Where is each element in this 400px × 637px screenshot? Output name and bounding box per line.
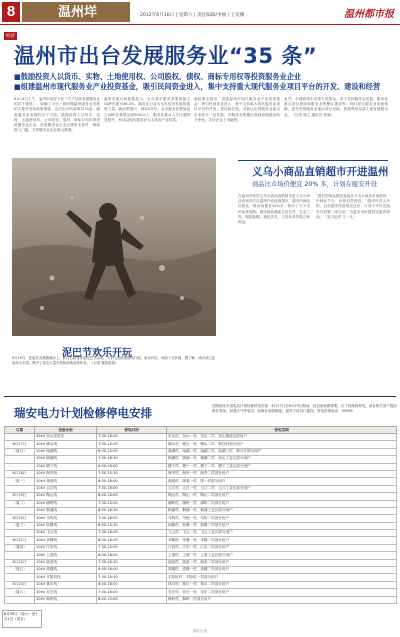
table-row (5, 559, 397, 566)
outage-date: （周五） (5, 567, 35, 574)
outage-time: 7:30-16:00 (97, 485, 167, 492)
table-row (5, 478, 397, 485)
article-divider (238, 160, 388, 161)
page-footer: 瑞安日报 (192, 629, 208, 633)
table-header-row (5, 427, 397, 434)
equipment-name: 10kV 海安线 (35, 470, 97, 477)
outage-time: 8:00-16:00 (97, 567, 167, 574)
outage-date (5, 434, 35, 441)
mud-festival-photo (12, 158, 216, 336)
outage-date: （周日） (5, 448, 35, 455)
outage-area: 锦湖村、锦湖一村、锦湖二村、东山工业区部分用户 (167, 456, 397, 463)
outage-date: （周二） (5, 500, 35, 507)
outage-date: （周四） (5, 544, 35, 551)
photo-headline: 泥巴节欢乐开玩 (62, 348, 132, 359)
masthead-logo: 温州都市报 (344, 9, 394, 20)
outage-date (5, 596, 35, 603)
outage-area: 阁巷村、阁巷一村、围一村部分用户 (167, 478, 397, 485)
table-row (5, 485, 397, 492)
outage-time: 7:30-16:30 (97, 559, 167, 566)
outage-date: 6月21日 (5, 537, 35, 544)
outage-time: 7:30-15:00 (97, 544, 167, 551)
section-banner: 温州垟 (22, 2, 130, 22)
lead-body-col-1: 8月14日上午，温州市政府下发《关于加快发展服务业的若干意见》，明确了今后一段时期温州服务业发展的主要任务和政策措施，这次出台的政策共35条，涵盖服务业发展的各个方面。鼓励投资人以货币、实物、土地使用权、公司股权、债权、商标专用权等投资服务业企业，放宽服务业企业注册资本条件，降低准入门槛，支持服务业企业做大做强。 (14, 97, 100, 133)
equipment-name: 10kV 平阳坑线 (35, 574, 97, 581)
lead-body-col-3: 新政策还提出，组建温州市现代服务业产业投资基金，吸引民间资金进入，集中支持重大现代服务业项目平台的开发、建设和经营。对新认定的服务业重点企业给予一定奖励，对服务业集聚区基础设施建设给予补助，支持企业上市融资。 (194, 97, 280, 122)
outage-time: 8:00-15:00 (97, 448, 167, 455)
outage-date: （周一） (5, 478, 35, 485)
equipment-name: 10kV 林川线 (35, 581, 97, 588)
outage-time: 8:00-16:00 (97, 552, 167, 559)
outage-time: 7:30-16:00 (97, 530, 167, 537)
outage-area: 塘头村、塘头一村、塘头二村、荆谷村部分用户 (167, 441, 397, 448)
outage-time: 7:30-16:30 (97, 456, 167, 463)
table-row (5, 470, 397, 477)
outage-time: 8:00-15:30 (97, 522, 167, 529)
outage-date: 6月18日 (5, 470, 35, 477)
equipment-name: 10kV 南湖线 (35, 448, 97, 455)
outage-date (5, 530, 35, 537)
outage-area: 东山村、东山一村、东山二村、东山街道全部用户 (167, 434, 397, 441)
equipment-name: 10kV 湖岭线 (35, 500, 97, 507)
outage-area: 枫岭村、枫岭一村部分用户 (167, 596, 397, 603)
outage-date: （周六） (5, 589, 35, 596)
outage-area: 林川村、林川一村、林川二村部分用户 (167, 581, 397, 588)
lead-body-col-2: 温州市统计局数据显示，去年我市服务业增加值占GDP比重为46.3%，服务业已成为全市经济发展的重要力量。新政策提出，到2015年，全市服务业增加值占GDP比重要达到50%以上，服务业就业人员比重明显提升，形成以现代服务业为主体的产业结构。 (104, 97, 190, 122)
outage-area: 湖岭村、湖岭一村、湖岭二村部分用户 (167, 500, 397, 507)
outage-date: 6月22日 (5, 559, 35, 566)
equipment-name: 10kV 上望线 (35, 552, 97, 559)
table-row (5, 589, 397, 596)
issue-info: 2012年6月16日 | 星期六 | 责任编辑/李丽 | 子美操 (140, 13, 245, 18)
table-row (5, 515, 397, 522)
equipment-name: 10kV 锦湖线 (35, 456, 97, 463)
equipment-name: 10kV 高楼线 (35, 567, 97, 574)
outage-table (4, 426, 397, 604)
outage-time: 7:30-15:00 (97, 500, 167, 507)
outage-time: 7:30-16:00 (97, 515, 167, 522)
table-row (5, 552, 397, 559)
lead-headline: 温州市出台发展服务业“35 条” (14, 44, 318, 68)
equipment-name: 10kV 飞云线 (35, 530, 97, 537)
outage-area: 海安村、海安一村、海安二村部分用户 (167, 470, 397, 477)
lead-body-col-4: 此外，市财政每年安排专项资金，用于扶持服务业发展、服务业重点项目建设和服务业集聚区建设等。同时加大服务业用地保障，优先安排服务业重点项目用地，鼓励利用存量土地发展服务业。（记者 林立 通讯员 张晓） (284, 97, 388, 117)
photo-caption: 6月15日，苍南县灵溪镇滩涂上，数百名游客参加泥巴节活动，大家在泥地里嬉戏打闹，欢乐开玩，场面十分热闹。据了解，该活动已连续举办多届，吸引了周边大量市民和游客前来体验。（记者 摄影报道） (12, 356, 216, 365)
column-header: 日期 (5, 427, 35, 434)
equipment-name: 35kV 东山变电站 (35, 434, 97, 441)
outage-area: 云江村、云江一村、云江二村、云江工业区部分用户 (167, 485, 397, 492)
equipment-name: 10kV 陶山线 (35, 493, 97, 500)
equipment-name: 10kV 枫岭线 (35, 596, 97, 603)
equipment-name: 10kV 阁巷线 (35, 478, 97, 485)
section-divider (4, 396, 396, 397)
table-row (5, 507, 397, 514)
column-header: 停电时间 (97, 427, 167, 434)
outage-area: 仙降村、仙降一村、仙降二村部分用户 (167, 522, 397, 529)
outage-date: （周三） (5, 522, 35, 529)
outage-time: 7:30-16:00 (97, 434, 167, 441)
outage-area: 南湖村、南湖一村、南湖二村、南湖三村、荆谷乡部分用户 (167, 448, 397, 455)
table-row (5, 493, 397, 500)
outage-date: 6月17日 (5, 441, 35, 448)
equipment-name: 10kV 云江线 (35, 485, 97, 492)
table-row (5, 537, 397, 544)
outage-headline: 瑞安电力计划检修停电安排 (14, 406, 152, 420)
outage-date (5, 463, 35, 470)
outage-note: 国网瑞安市供电局计划检修停电安排：6月17日至6月23日期间，因设备检修需要，以下线路将停电，请各相关用户提前做好准备。如遇天气等原因，检修计划将顺延，届时不再另行通知。停电咨询电话：95598 (212, 404, 397, 413)
equipment-name: 10kV 汀田线 (35, 544, 97, 551)
equipment-name: 10kV 塘下线 (35, 463, 97, 470)
equipment-name: 10kV 莘塍线 (35, 537, 97, 544)
outage-area: 陶山村、陶山一村、陶山二村部分用户 (167, 493, 397, 500)
outage-date (5, 574, 35, 581)
section-kicker: 经济 (6, 34, 15, 39)
outage-area: 汀田村、汀田一村、汀田二村部分用户 (167, 544, 397, 551)
outage-area: 飞云村、飞云一村、飞云工业区部分用户 (167, 530, 397, 537)
table-row (5, 530, 397, 537)
equipment-name: 10kV 仙降线 (35, 522, 97, 529)
table-row (5, 441, 397, 448)
outage-time: 7:30-15:30 (97, 470, 167, 477)
outage-time: 7:30-15:00 (97, 441, 167, 448)
outage-time: 8:00-15:00 (97, 596, 167, 603)
outage-time: 7:30-15:30 (97, 574, 167, 581)
outage-area: 芳庄村、芳庄一村、芳庄二村部分用户 (167, 589, 397, 596)
corner-note: 6月30日（周六）至7月1日（周日） (2, 610, 42, 628)
column-header: 停电范围 (167, 427, 397, 434)
outage-time: 8:00-16:00 (97, 478, 167, 485)
column-header: 设备名称 (35, 427, 97, 434)
equipment-name: 10kV 桐浦线 (35, 507, 97, 514)
header-divider (0, 24, 400, 25)
table-row (5, 544, 397, 551)
outage-time: 8:00-16:00 (97, 493, 167, 500)
outage-area: 马屿村、马屿一村、马屿二村部分用户 (167, 515, 397, 522)
equipment-name: 10kV 丽岙线 (35, 559, 97, 566)
outage-area: 高楼村、高楼一村、高楼二村部分用户 (167, 567, 397, 574)
table-row (5, 463, 397, 470)
outage-time: 7:30-16:00 (97, 589, 167, 596)
table-row (5, 522, 397, 529)
outage-date (5, 456, 35, 463)
article2-headline: 义乌小商品直销超市开进温州 (252, 166, 389, 178)
table-row (5, 567, 397, 574)
outage-area: 上望村、上望一村、上望工业区部分用户 (167, 552, 397, 559)
article2-body-col-1: 在温州开张的义乌小商品直销超市是义乌小商品市场首次在温州开设直销超市，超市内商品价格比一般市场便宜20%多，吸引了不少市民前来选购。超市商品涵盖日用百货、五金工具、服装鞋帽、箱包皮具、文具玩具等数万种商品。 (238, 194, 310, 225)
page-number: 8 (2, 2, 20, 22)
outage-area: 丽岙村、丽岙一村、丽岙二村部分用户 (167, 559, 397, 566)
outage-date: 6月20日 (5, 515, 35, 522)
table-row (5, 596, 397, 603)
equipment-name: 10kV 马屿线 (35, 515, 97, 522)
article2-body-col-2: “我们的商品都是直接从义乌小商品市场进货，中间环节少，价格自然便宜。”超市负责人介绍，目前超市经营情况良好，计划下半年在瓯安开设第二家分店，为更多市民提供实惠的商品。（见习记者 王一凡） (316, 194, 390, 219)
table-row (5, 448, 397, 455)
table-row (5, 574, 397, 581)
table-row (5, 500, 397, 507)
equipment-name: 10kV 芳庄线 (35, 589, 97, 596)
outage-time: 8:00-16:30 (97, 507, 167, 514)
lead-subheadline-1: ■鼓励投资人以货币、实物、土地使用权、公司股权、债权、商标专用权等投资服务业企业 (14, 72, 302, 81)
table-row (5, 456, 397, 463)
outage-area: 塘下村、塘下一村、塘下二村、塘下工业区部分用户 (167, 463, 397, 470)
table-row (5, 434, 397, 441)
outage-time: 8:00-16:00 (97, 463, 167, 470)
table-row (5, 581, 397, 588)
outage-area: 平阳坑村、平阳坑一村部分用户 (167, 574, 397, 581)
outage-area: 桐浦村、桐浦一村、桐浦工业区部分用户 (167, 507, 397, 514)
article2-subheadline: 商品比市场价便宜 20% 多，计划在瓯安开设 (252, 181, 378, 188)
lead-subheadline-2: ■组建温州市现代服务业产业投资基金，吸引民间资金进入，集中支持重大现代服务业项目平台的开发、建设和经营 (14, 82, 381, 91)
equipment-name: 10kV 塘头线 (35, 441, 97, 448)
outage-area: 莘塍村、莘塍一村、莘塍二村部分用户 (167, 537, 397, 544)
page-header (0, 0, 400, 26)
outage-date: 6月23日 (5, 581, 35, 588)
outage-time: 8:00-16:00 (97, 537, 167, 544)
outage-date (5, 507, 35, 514)
outage-date: 6月19日 (5, 493, 35, 500)
outage-time: 8:00-16:00 (97, 581, 167, 588)
outage-date (5, 552, 35, 559)
outage-date (5, 485, 35, 492)
